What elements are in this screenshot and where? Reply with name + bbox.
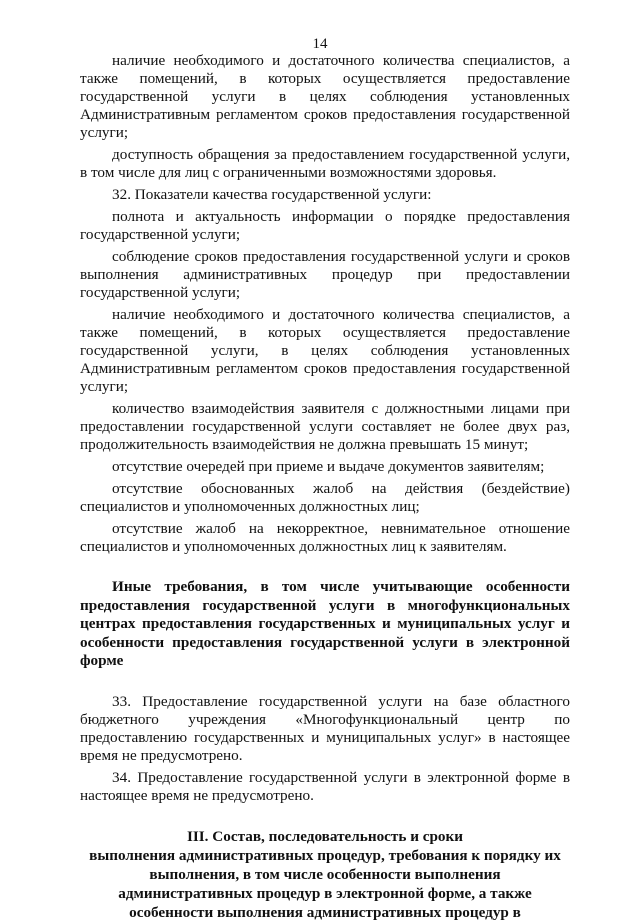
paragraph: наличие необходимого и достаточного количества специалистов, а также помещений, в которых осуществляется предоставление государственной услуги в целях соблюдения установленных Административным регламентом сроков предоставления государственной услуги; [80, 52, 570, 141]
paragraph: полнота и актуальность информации о порядке предоставления государственной услуги; [80, 208, 570, 243]
paragraph: доступность обращения за предоставлением государственной услуги, в том числе для лиц с ограниченными возможностями здоровья. [80, 146, 570, 181]
paragraph: количество взаимодействия заявителя с должностными лицами при предоставлении государственной услуги составляет не более двух раз, продолжительность взаимодействия не должна превышать 15 минут; [80, 400, 570, 453]
section-heading [80, 827, 570, 922]
paragraph: отсутствие обоснованных жалоб на действия (бездействие) специалистов и уполномоченных должностных лиц; [80, 480, 570, 515]
page-number: 14 [312, 36, 328, 52]
paragraph: наличие необходимого и достаточного количества специалистов, а также помещений, в которых осуществляется предоставление государственной услуги, в целях соблюдения установленных Административным регламентом сроков предоставления государственной услуги; [80, 306, 570, 395]
subsection-heading: Иные требования, в том числе учитывающие особенности предоставления государственной услуги в многофункциональных центрах предоставления государственных и муниципальных услуг и особенности предоставления государственной услуги в электронной форме [80, 578, 570, 669]
paragraph: соблюдение сроков предоставления государственной услуги и сроков выполнения административных процедур при предоставлении государственной услуги; [80, 248, 570, 301]
document-body [80, 52, 570, 922]
paragraph: 32. Показатели качества государственной услуги: [112, 186, 432, 203]
section-heading-line: особенности выполнения административных процедур в [129, 903, 521, 921]
paragraph: отсутствие очередей при приеме и выдаче документов заявителям; [112, 458, 545, 475]
section-heading-line: административных процедур в электронной форме, а также [118, 884, 532, 902]
section-heading-line: III. Состав, последовательность и сроки [186, 827, 464, 845]
paragraph: 33. Предоставление государственной услуги на базе областного бюджетного учреждения «Многофункциональный центр по предоставлению государственных и муниципальных услуг» в настоящее время не предусмотрено. [80, 692, 570, 764]
paragraph: 34. Предоставление государственной услуги в электронной форме в настоящее время не предусмотрено. [80, 768, 570, 804]
section-heading-line: выполнения, в том числе особенности выполнения [149, 865, 501, 883]
paragraph: отсутствие жалоб на некорректное, невнимательное отношение специалистов и уполномоченных должностных лиц к заявителям. [80, 520, 570, 555]
section-heading-line: выполнения административных процедур, требования к порядку их [89, 846, 561, 864]
